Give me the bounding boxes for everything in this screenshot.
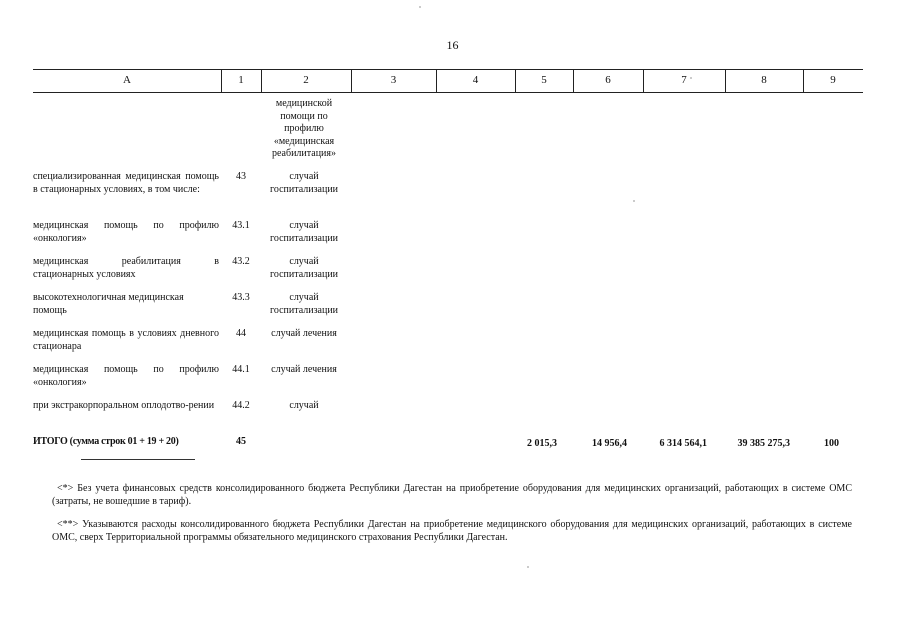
- scan-speck: [527, 566, 529, 568]
- column-header-9: 9: [830, 74, 836, 86]
- row-code: 44.2: [232, 400, 250, 411]
- row-code: 43.1: [232, 220, 250, 231]
- total-col5: 2 015,3: [527, 438, 557, 449]
- column-header-8: 8: [761, 74, 767, 86]
- column-header-4: 4: [472, 74, 479, 86]
- column-header-a: А: [123, 74, 131, 86]
- footnote-1: <*> Без учета финансовых средств консолидированного бюджета Республики Дагестан на приобретение оборудования для медицинских организаций, работающих в системе ОМС (затраты, не вошедшие в тариф).: [52, 483, 852, 507]
- row-unit: случай госпитализации: [269, 256, 339, 280]
- scan-speck: [690, 77, 692, 79]
- column-header-6: 6: [605, 74, 611, 86]
- scan-speck: [633, 200, 635, 202]
- footnote-separator: [81, 459, 195, 460]
- row-name: высокотехнологичная медицинская помощь: [33, 292, 184, 316]
- column-header-3: 3: [390, 74, 397, 86]
- total-code: 45: [236, 436, 246, 447]
- total-col9: 100: [824, 438, 839, 449]
- row-name: медицинская реабилитация в стационарных условиях: [33, 256, 219, 280]
- row-name: медицинская помощь по профилю «онкология»: [33, 364, 219, 388]
- row-unit: случай госпитализации: [269, 220, 339, 244]
- column-header-5: 5: [541, 74, 547, 86]
- page-number: 16: [446, 38, 459, 52]
- row-name: медицинская помощь в условиях дневного стационара: [33, 328, 219, 352]
- total-col8: 39 385 275,3: [737, 438, 790, 449]
- row-code: 43: [236, 171, 246, 182]
- header-bottom-border: [33, 92, 863, 93]
- row-code: 44: [236, 328, 246, 339]
- row-unit: случай госпитализации: [269, 171, 339, 195]
- row-code: 43.2: [232, 256, 250, 267]
- row-unit: случай госпитализации: [269, 292, 339, 316]
- row-unit: случай: [289, 400, 319, 411]
- row-code: 44.1: [232, 364, 250, 375]
- total-label: ИТОГО (сумма строк 01 + 19 + 20): [33, 436, 179, 447]
- row-name: при экстракорпоральном оплодотво-рении: [33, 400, 215, 411]
- footnote-2: <**> Указываются расходы консолидированного бюджета Республики Дагестан на приобретение медицинского оборудования для медицинских организаций, работающих в системе ОМС, сверх Территориальной программы обязательного медицинского страхования Республики Дагестан.: [52, 519, 852, 543]
- column-header-2: 2: [303, 74, 309, 86]
- row-name: медицинская помощь по профилю «онкология»: [33, 220, 219, 244]
- continuation-unit: медицинской помощи по профилю «медицинская реабилитация»: [271, 98, 336, 159]
- column-header-1: 1: [238, 74, 244, 86]
- total-col7: 6 314 564,1: [659, 438, 707, 449]
- row-unit: случай лечения: [271, 364, 337, 375]
- row-unit: случай лечения: [271, 328, 337, 339]
- total-col6: 14 956,4: [592, 438, 627, 449]
- row-name: специализированная медицинская помощь в стационарных условиях, в том числе:: [33, 171, 219, 195]
- column-header-7: 7: [681, 74, 687, 86]
- row-code: 43.3: [232, 292, 250, 303]
- scan-speck: [419, 6, 421, 8]
